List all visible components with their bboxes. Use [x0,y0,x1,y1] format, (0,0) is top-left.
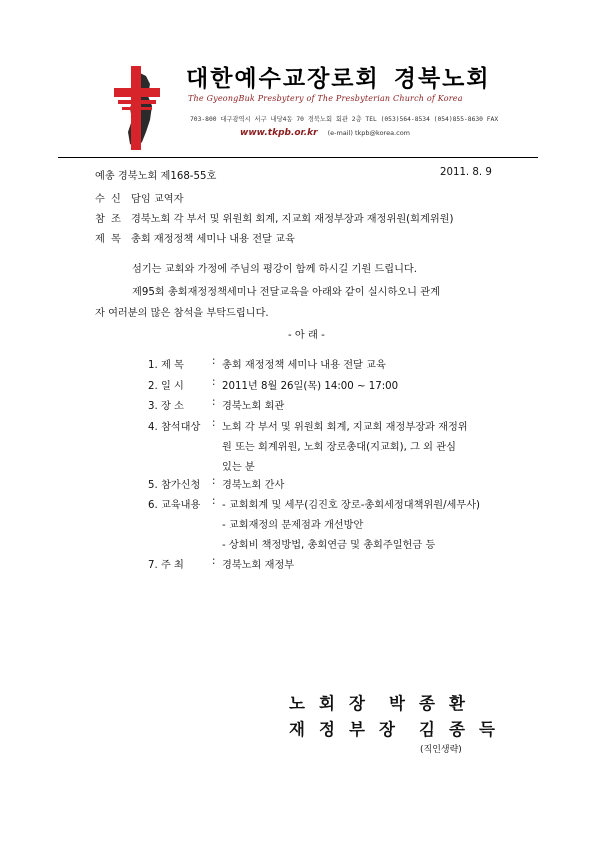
signature-1-char: 노 [289,694,305,713]
item-6-label: 6. 교육내용 [148,500,201,511]
reference-value: 경북노회 각 부서 및 위원회 회계, 지교회 재정부장과 재정위원(회계위원) [131,214,454,225]
item-2-label: 2. 일 시 [148,381,184,392]
item-6-continuation-1: - 교회재정의 문제점과 개선방안 [222,520,364,531]
item-5-label: 5. 참가신청 [148,480,201,491]
reference-label-2: 조 [111,214,121,225]
reference-label-1: 참 [95,214,105,225]
signature-2-char: 부 [349,720,365,739]
item-1-value: 총회 재정정책 세미나 내용 전달 교육 [222,360,386,371]
body-paragraph-line-1: 제95회 총회재정정책세미나 전달교육을 아래와 같이 실시하오니 관계 [132,287,440,298]
signature-2-char: 장 [379,720,395,739]
below-heading: - 아 래 - [288,330,325,341]
document-date: 2011. 8. 9 [440,167,492,178]
item-4-label: 4. 참석대상 [148,422,201,433]
recipient-label-1: 수 [95,194,105,205]
item-6-value: - 교회회계 및 세무(김진호 장로-총회세정대책위원/세무사) [222,500,481,511]
item-4-value: 노회 각 부서 및 위원회 회계, 지교회 재정부장과 재정위 [222,422,468,433]
item-3-colon: : [212,397,216,408]
signature-line-finance-director [282,716,502,740]
signature-1-char: 종 [419,694,435,713]
subject-value: 총회 재정정책 세미나 내용 전달 교육 [131,234,295,245]
signature-1-char: 환 [449,694,465,713]
organization-address: 703-800 대구광역시 서구 내당4동 70 경북노회 회관 2층 TEL (053)564-8534 (054)855-8630 FAX [190,116,499,123]
organization-name-part-2: 경북노회 [393,65,491,92]
signature-1-char: 회 [319,694,335,713]
item-6-continuation-2: - 상회비 책정방법, 총회연금 및 총회주일헌금 등 [222,540,436,551]
subject-label-1: 제 [95,234,105,245]
header-divider [58,157,538,158]
organization-name [186,60,491,93]
reference-row [95,210,453,225]
item-7-colon: : [212,556,216,567]
signature-2-char: 김 [419,720,435,739]
item-3-label: 3. 장 소 [148,401,184,412]
subject-label-2: 목 [111,234,121,245]
item-2-colon: : [212,377,216,388]
item-4-colon: : [212,418,216,429]
organization-name-part-1: 대한예수교장로회 [186,65,380,92]
signature-1-char: 박 [389,694,405,713]
item-7-value: 경북노회 재정부 [222,560,295,571]
signature-line-president [282,690,472,714]
signature-2-char: 재 [289,720,305,739]
document-number: 예총 경북노회 제168-55호 [95,171,217,182]
item-6-colon: : [212,496,216,507]
recipient-label-2: 신 [111,194,121,205]
contact-row [240,128,410,138]
cross-map-logo-icon [112,62,162,154]
organization-english-name: The GyeongBuk Presbytery of The Presbyterian Church of Korea [188,94,463,103]
item-5-colon: : [212,476,216,487]
signature-2-char: 정 [319,720,335,739]
signature-2-char: 종 [449,720,465,739]
email-text: (e-mail) tkpb@korea.com [327,129,411,137]
item-3-value: 경북노회 회관 [222,401,285,412]
item-2-value: 2011년 8월 26일(목) 14:00 ~ 17:00 [222,381,399,392]
item-7-label: 7. 주 최 [148,560,184,571]
greeting-text: 섬기는 교회와 가정에 주님의 평강이 함께 하시길 기원 드립니다. [132,264,418,275]
signature-2-char: 득 [479,720,495,739]
body-paragraph-line-2: 자 여러분의 많은 참석을 부탁드립니다. [95,308,269,319]
seal-omitted-note: (직인생략) [420,745,462,755]
item-5-value: 경북노회 간사 [222,480,285,491]
item-4-continuation-1: 원 또는 회계위원, 노회 장로총대(지교회), 그 외 관심 [222,442,456,453]
website-link[interactable]: www.tkpb.or.kr [240,128,318,138]
recipient-row [95,190,183,205]
signature-1-char: 장 [349,694,365,713]
item-4-continuation-2: 있는 분 [222,462,255,473]
recipient-value: 담임 교역자 [131,194,184,205]
item-1-colon: : [212,356,216,367]
subject-row [95,230,295,245]
item-1-label: 1. 제 목 [148,360,184,371]
